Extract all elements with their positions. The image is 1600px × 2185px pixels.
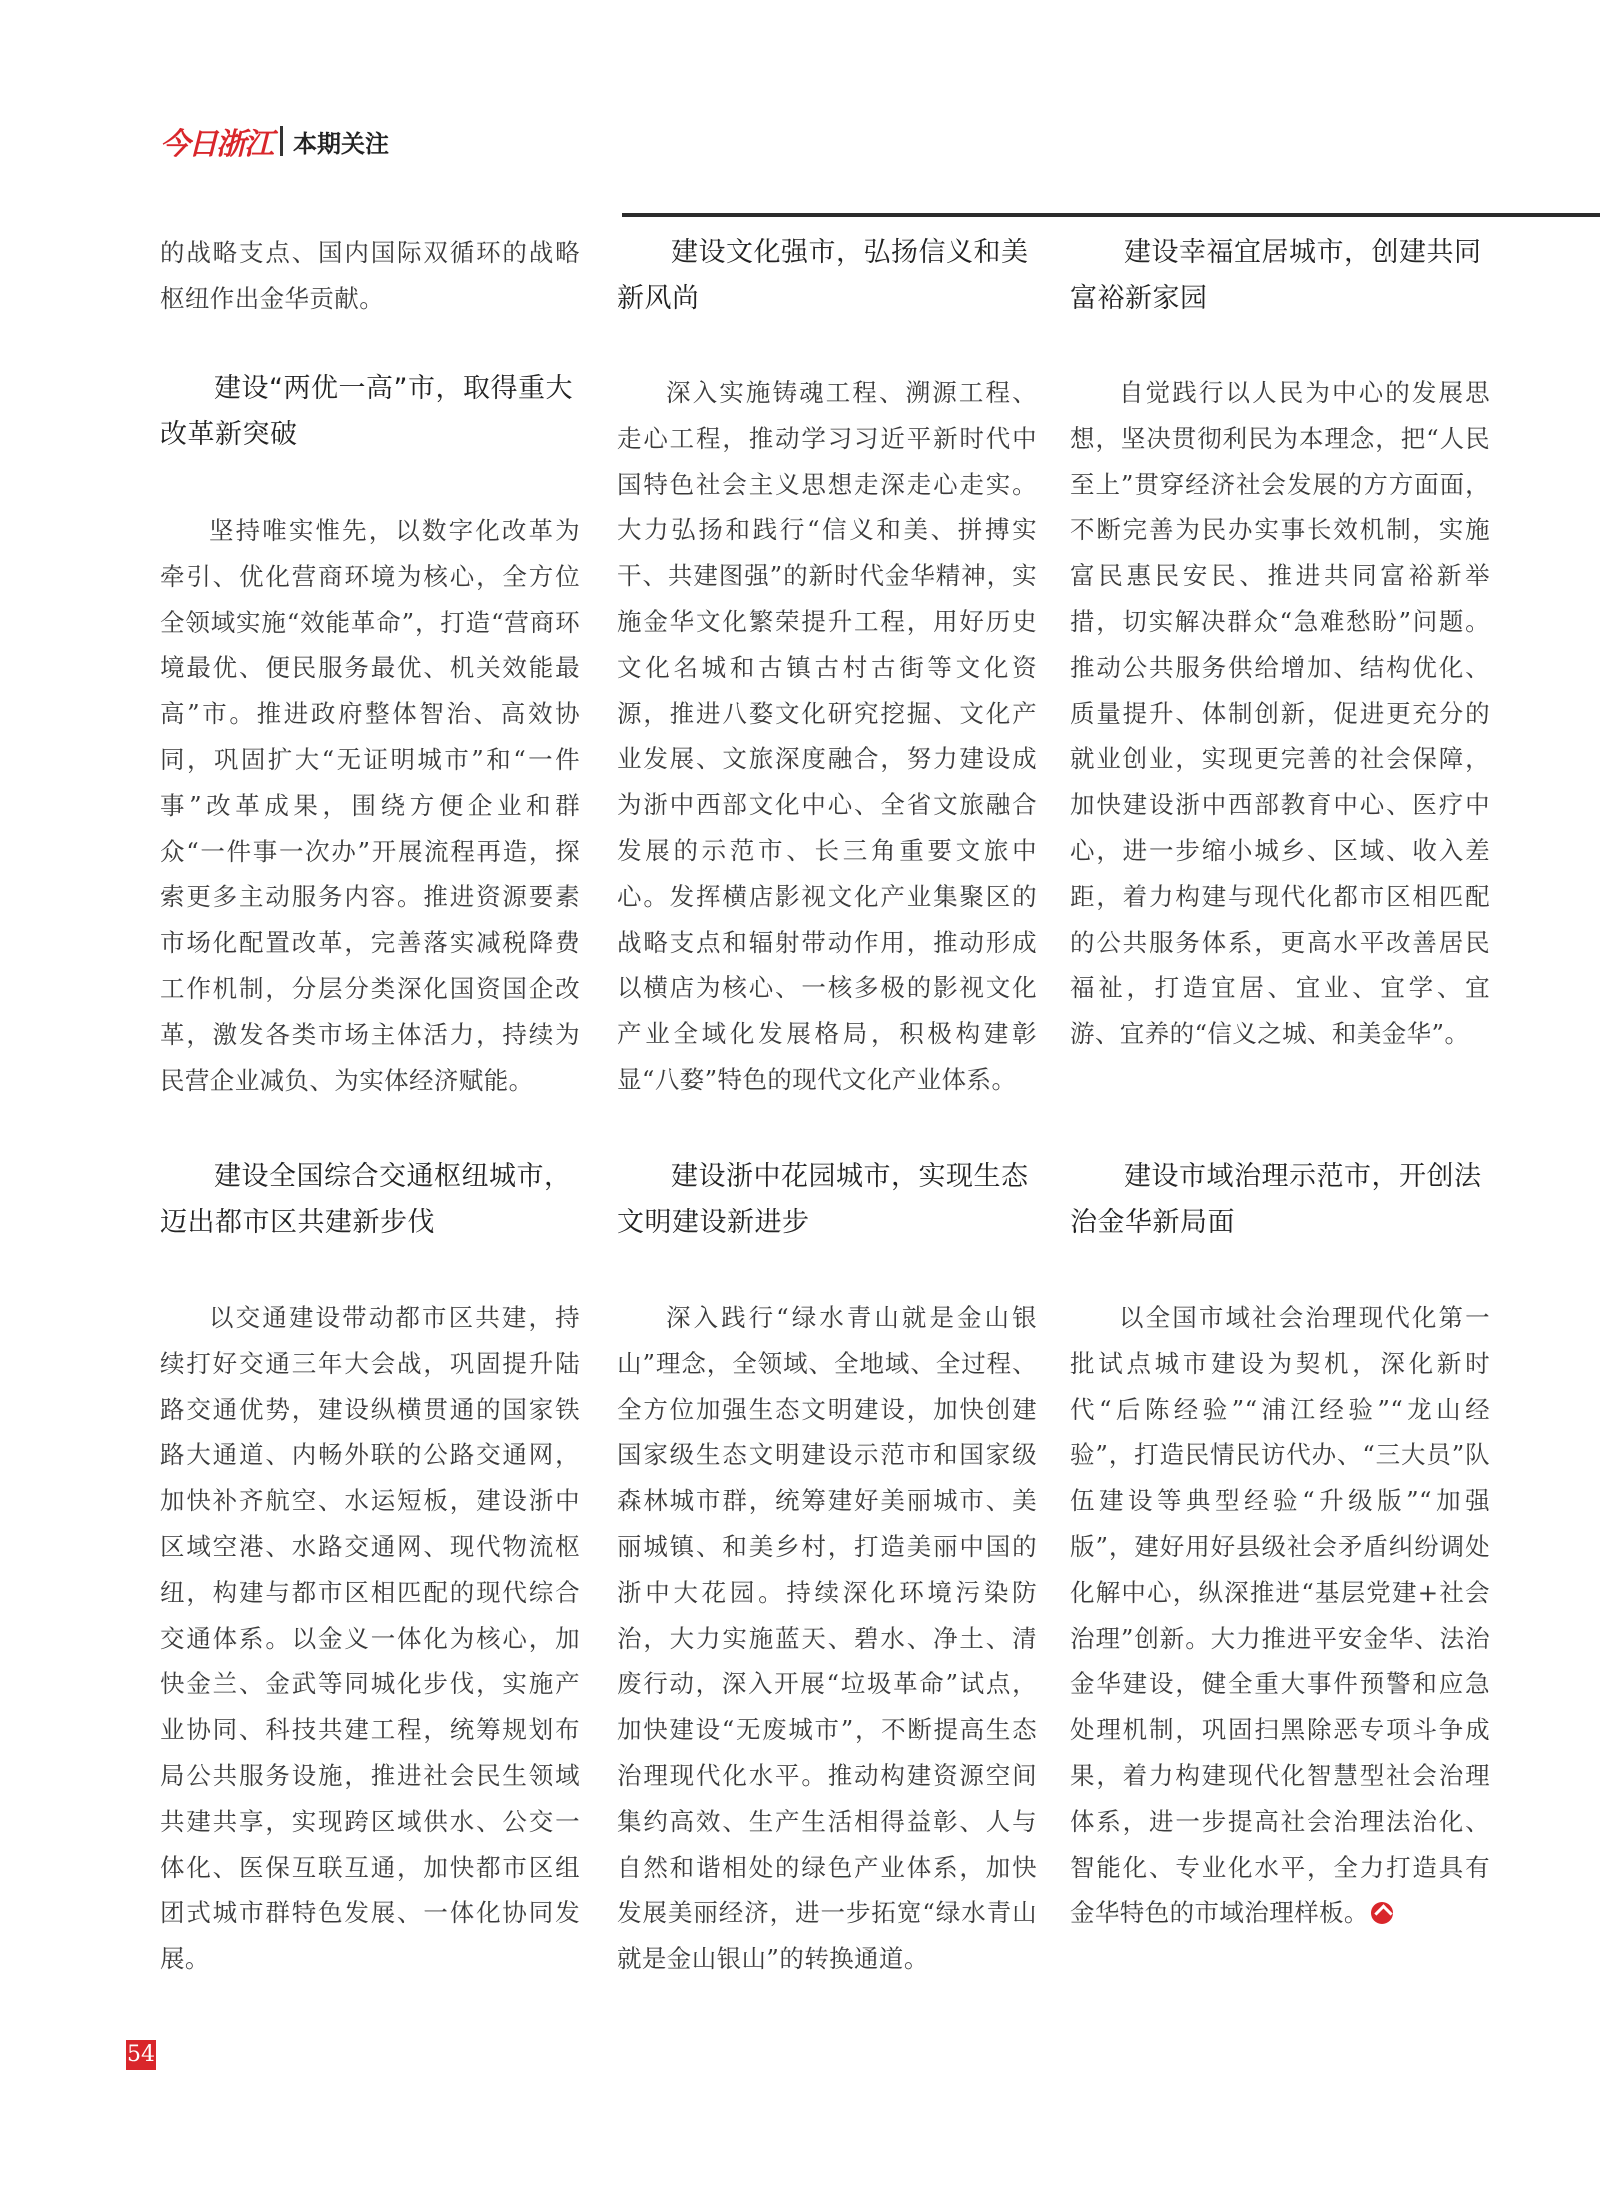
body-ecology: 深入践行“绿水青山就是金山银山”理念，全领域、全地域、全过程、全方位加强生态文明建设，加快创建国家级生态文明建设示范市和国家级森林城市群，统筹建好美丽城市、美丽城镇、和美乡村，打造美丽中国的浙中大花园。持续深化环境污染防治，大力实施蓝天、碧水、净土、清废行动，深入开展“垃圾革命”试点，加快建设“无废城市”，不断提高生态治理现代化水平。推动构建资源空间集约高效、生产生活相得益彰、人与自然和谐相处的绿色产业体系，加快发展美丽经济，进一步拓宽“绿水青山就是金山银山”的转换通道。 [617, 1303, 1037, 1974]
heading-transport: 建设全国综合交通枢纽城市，迈出都市区共建新步伐 [160, 1161, 572, 1238]
heading-livable: 建设幸福宜居城市，创建共同富裕新家园 [1070, 237, 1482, 314]
heading-governance: 建设市域治理示范市，开创法治金华新局面 [1070, 1161, 1482, 1238]
heading-ecology: 建设浙中花园城市，实现生态文明建设新进步 [617, 1161, 1029, 1238]
heading-reform: 建设“两优一高”市，取得重大改革新突破 [160, 373, 573, 450]
body-culture: 深入实施铸魂工程、溯源工程、走心工程，推动学习习近平新时代中国特色社会主义思想走深走心走实。大力弘扬和践行“信义和美、拼搏实干、共建图强”的新时代金华精神，实施金华文化繁荣提升工程，用好历史文化名城和古镇古村古街等文化资源，推进八婺文化研究挖掘、文化产业发展、文旅深度融合，努力建设成为浙中西部文化中心、全省文旅融合发展的示范市、长三角重要文旅中心。发挥横店影视文化产业集聚区的战略支点和辐射带动作用，推动形成以横店为核心、一核多极的影视文化产业全域化发展格局，积极构建彰显“八婺”特色的现代文化产业体系。 [617, 378, 1037, 1094]
magazine-logo: 今日浙江 [160, 127, 272, 162]
body-transport: 以交通建设带动都市区共建，持续打好交通三年大会战，巩固提升陆路交通优势，建设纵横贯通的国家铁路大通道、内畅外联的公路交通网，加快补齐航空、水运短板，建设浙中区域空港、水路交通网、现代物流枢纽，构建与都市区相匹配的现代综合交通体系。以金义一体化为核心，加快金兰、金武等同城化步伐，实施产业协同、科技共建工程，统筹规划布局公共服务设施，推进社会民生领域共建共享，实现跨区域供水、公交一体化、医保互联互通，加快都市区组团式城市群特色发展、一体化协同发展。 [160, 1303, 580, 1974]
intro-continuation: 的战略支点、国内国际双循环的战略枢纽作出金华贡献。 [160, 238, 580, 313]
body-governance-text: 以全国市域社会治理现代化第一批试点城市建设为契机，深化新时代“后陈经验”“浦江经验”“龙山经验”，打造民情民访代办、“三大员”队伍建设等典型经验“升级版”“加强版”，建好用好县级社会矛盾纠纷调处化解中心，纵深推进“基层党建+社会治理”创新。大力推进平安金华、法治金华建设，健全重大事件预警和应急处理机制，巩固扫黑除恶专项斗争成果，着力构建现代化智慧型社会治理体系，进一步提高社会治理法治化、智能化、专业化水平，全力打造具有金华特色的市域治理样板。 [1070, 1303, 1490, 1928]
header-divider [280, 126, 283, 156]
heading-culture: 建设文化强市，弘扬信义和美新风尚 [617, 237, 1029, 314]
body-livable: 自觉践行以人民为中心的发展思想，坚决贯彻利民为本理念，把“人民至上”贯穿经济社会发展的方方面面，不断完善为民办实事长效机制，实施富民惠民安民、推进共同富裕新举措，切实解决群众“急难愁盼”问题。推动公共服务供给增加、结构优化、质量提升、体制创新，促进更充分的就业创业，实现更完善的社会保障，加快建设浙中西部教育中心、医疗中心，进一步缩小城乡、区域、收入差距，着力构建与现代化都市区相匹配的公共服务体系，更高水平改善居民福祉，打造宜居、宜业、宜学、宜游、宜养的“信义之城、和美金华”。 [1070, 378, 1490, 1049]
section-tag: 本期关注 [293, 129, 389, 158]
page-header [160, 118, 389, 164]
body-governance [1070, 1295, 1490, 1936]
page-number: 54 [126, 2040, 156, 2070]
top-rule [622, 213, 1600, 217]
article-end-icon [1371, 1902, 1393, 1924]
body-reform: 坚持唯实惟先，以数字化改革为牵引、优化营商环境为核心，全方位全领域实施“效能革命”，打造“营商环境最优、便民服务最优、机关效能最高”市。推进政府整体智治、高效协同，巩固扩大“无证明城市”和“一件事”改革成果，围绕方便企业和群众“一件事一次办”开展流程再造，探索更多主动服务内容。推进资源要素市场化配置改革，完善落实减税降费工作机制，分层分类深化国资国企改革，激发各类市场主体活力，持续为民营企业减负、为实体经济赋能。 [160, 516, 580, 1095]
